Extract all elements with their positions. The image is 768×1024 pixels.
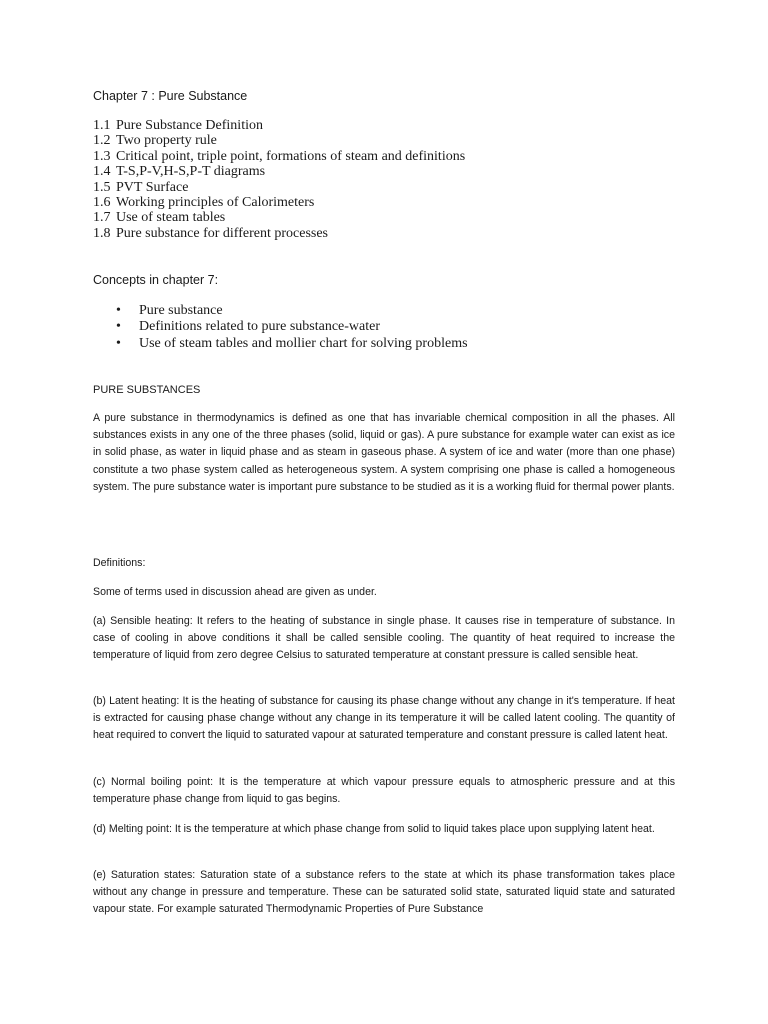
contents-item <box>93 226 465 241</box>
concept-item-text: Pure substance <box>139 303 223 318</box>
chapter-title: Chapter 7 : Pure Substance <box>93 89 248 103</box>
contents-item-text: Pure substance for different processes <box>116 225 329 241</box>
concept-item-text: Definitions related to pure substance-water <box>139 319 381 335</box>
definitions-intro: Some of terms used in discussion ahead are given as under. <box>93 586 377 598</box>
contents-item-text: Critical point, triple point, formations of steam and definitions <box>116 148 466 164</box>
contents-item <box>93 133 465 148</box>
definition-melting-point: (d) Melting point: It is the temperature at which phase change from solid to liquid takes place upon supplying latent heat. <box>93 823 655 835</box>
definitions-title: Definitions: <box>93 557 146 569</box>
bullet-icon: • <box>116 335 121 351</box>
contents-item-number: 1.8 <box>93 225 111 241</box>
concept-item <box>93 336 468 352</box>
contents-item-text: Working principles of Calorimeters <box>116 195 315 211</box>
contents-item-number: 1.1 <box>93 118 111 133</box>
definition-latent-heating: (b) Latent heating: It is the heating of substance for causing its phase change without any change in it's temperature. If heat is extracted for causing phase change without any change in its temperature it will be called latent cooling. The quantity of heat required to convert the liquid to saturated vapour at saturated temperature and constant pressure is called latent heat. <box>93 695 675 742</box>
concepts-list <box>93 303 468 352</box>
contents-item <box>93 164 465 179</box>
chapter-contents-list <box>93 118 465 241</box>
contents-item-text: Two property rule <box>116 133 217 149</box>
contents-item-number: 1.3 <box>93 148 111 164</box>
pure-substances-paragraph: A pure substance in thermodynamics is defined as one that has invariable chemical composition in all the phases. All substances exists in any one of the three phases (solid, liquid or gas). A pure substance for example water can exist as ice in solid phase, as water in liquid phase and as steam in gaseous phase. A system of ice and water (more than one phase) constitute a two phase system called as heterogeneous system. A system comprising one phase is called a homogeneous system. The pure substance water is important pure substance to be studied as it is a working fluid for thermal power plants. <box>93 412 675 493</box>
concepts-heading: Concepts in chapter 7: <box>93 273 219 287</box>
contents-item <box>93 149 465 164</box>
contents-item-text: Use of steam tables <box>116 210 226 226</box>
contents-item-text: PVT Surface <box>116 179 189 195</box>
definition-saturation-states: (e) Saturation states: Saturation state of a substance refers to the state at which its phase transformation takes place without any change in pressure and temperature. These can be saturated solid state, saturated liquid state and saturated vapour state. For example saturated Thermodynamic Properties of Pure Substance <box>93 869 675 916</box>
contents-item-number: 1.7 <box>93 210 111 226</box>
contents-item-number: 1.4 <box>93 164 111 180</box>
contents-item-text: Pure Substance Definition <box>116 118 263 133</box>
contents-item <box>93 118 465 133</box>
contents-item-number: 1.5 <box>93 179 111 195</box>
concept-item <box>93 303 468 319</box>
bullet-icon: • <box>116 319 121 335</box>
definition-normal-boiling-point: (c) Normal boiling point: It is the temperature at which vapour pressure equals to atmospheric pressure and at this temperature phase change from liquid to gas begins. <box>93 776 675 806</box>
contents-item-number: 1.6 <box>93 195 111 211</box>
concept-item-text: Use of steam tables and mollier chart for solving problems <box>139 335 468 351</box>
bullet-icon: • <box>116 303 121 318</box>
contents-item <box>93 210 465 225</box>
contents-item <box>93 180 465 195</box>
contents-item-number: 1.2 <box>93 133 111 149</box>
pure-substances-title: PURE SUBSTANCES <box>93 384 201 396</box>
contents-item <box>93 195 465 210</box>
concept-item <box>93 319 468 335</box>
contents-item-text: T-S,P-V,H-S,P-T diagrams <box>116 164 266 180</box>
definition-sensible-heating: (a) Sensible heating: It refers to the heating of substance in single phase. It causes rise in temperature of substance. In case of cooling in above conditions it shall be called sensible cooling. The quantity of heat required to increase the temperature of liquid from zero degree Celsius to saturated temperature at constant pressure is called sensible heat. <box>93 615 675 662</box>
